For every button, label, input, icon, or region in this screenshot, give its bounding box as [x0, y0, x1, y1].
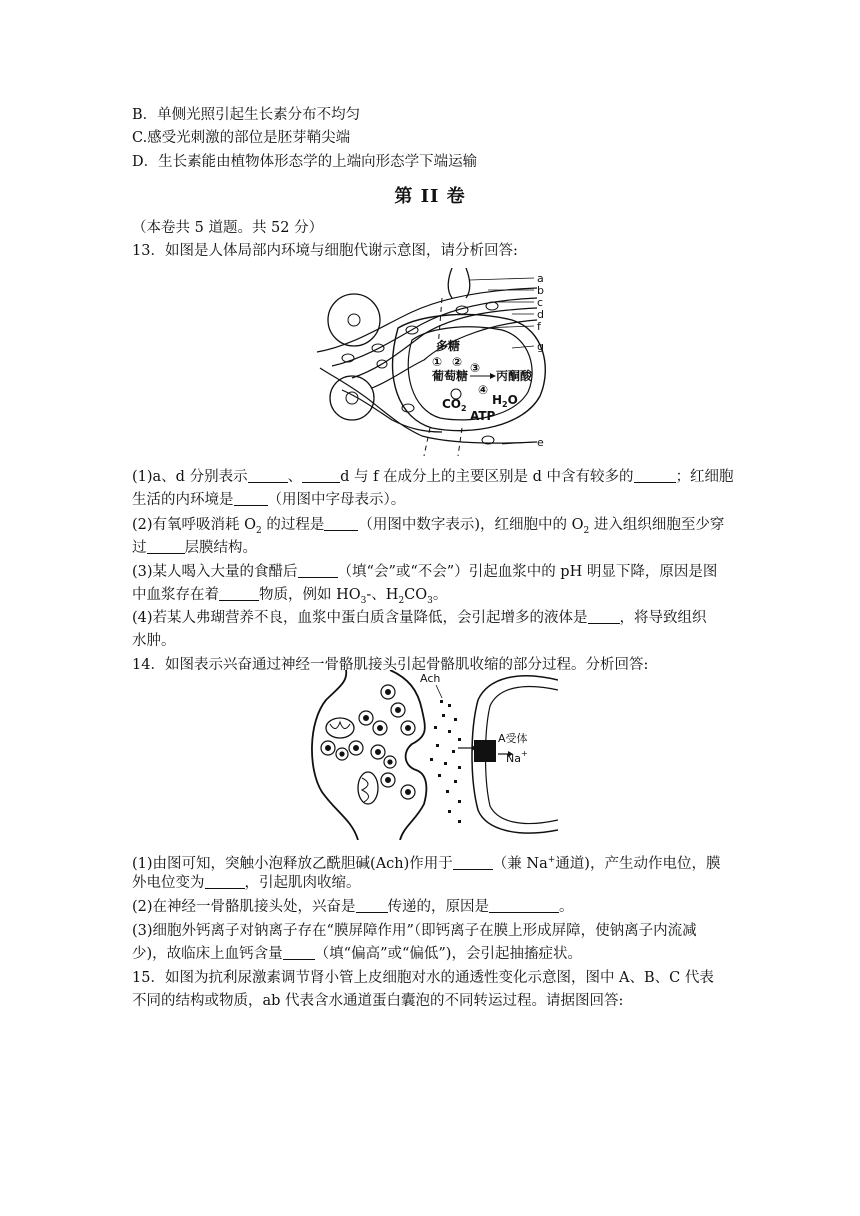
q14-p1-line2: 外电位变为 ，引起肌肉收缩。 — [132, 875, 361, 891]
label-e: e — [537, 436, 544, 449]
label-a: a — [537, 272, 544, 285]
option-b: B．单侧光照引起生长素分布不均匀 — [132, 107, 361, 123]
label-ach: Ach — [420, 672, 441, 685]
label-duotang: 多糖 — [436, 339, 461, 353]
q14-p3-line2: 少)，故临床上血钙含量 （填“偏高”或“偏低”)，会引起抽搐症状。 — [132, 946, 582, 962]
label-g: g — [537, 340, 544, 353]
label-bingtongsuan: 丙酮酸 — [496, 369, 533, 383]
label-a-receptor: A受体 — [498, 732, 528, 745]
section-title: 第 II 卷 — [394, 186, 466, 207]
label-c: c — [537, 296, 544, 309]
option-c: C.感受光刺激的部位是胚芽鞘尖端 — [132, 130, 351, 146]
q13-p4-line1: (4)若某人弗瑚营养不良，血浆中蛋白质含量降低，会引起增多的液体是 ，将导致组织 — [132, 610, 707, 626]
q14-p1-line1: (1)由图可知，突触小泡释放乙酰胆碱(Ach)作用于 （兼 Na+通道)，产生动作电位，膜 — [132, 855, 721, 872]
q13-p1-line1: (1)a、d 分别表示 、 d 与 f 在成分上的主要区别是 d 中含有较多的 ；红细胞 — [132, 469, 734, 485]
q14-stem: 14．如图表示兴奋通过神经一骨骼肌接头引起骨骼肌收缩的部分过程。分析回答: — [132, 657, 649, 673]
label-n2: ② — [452, 355, 463, 369]
q13-p2-line1: (2)有氧呼吸消耗 $O_2$ 的过程是 （用图中数字表示)，红细胞中的 $O_2$ 进入组织细胞至少穿 — [132, 517, 725, 536]
label-d: d — [537, 308, 544, 321]
label-n4: ④ — [478, 383, 489, 397]
section-note: （本卷共 5 道题。共 52 分） — [132, 220, 324, 236]
q14-figure-neuromuscular-junction — [308, 670, 558, 840]
label-na: Na+ — [506, 749, 528, 765]
q13-p3-line2: 中血浆存在着 物质，例如 $HO_3-$、$H_2CO_3$。 — [132, 587, 448, 606]
label-n3: ③ — [470, 361, 481, 375]
label-co2: $CO_2$ — [442, 397, 467, 413]
label-atp: ATP — [470, 409, 496, 423]
label-b: b — [537, 284, 544, 297]
q13-p4-line2: 水肿。 — [132, 633, 176, 649]
label-f: f — [537, 320, 541, 333]
q13-p3-line1: (3)某人喝入大量的食醋后 （填“会”或“不会”）引起血浆中的 pH 明显下降，原因是图 — [132, 564, 718, 580]
q15-line2: 不同的结构或物质，ab 代表含水通道蛋白囊泡的不同转运过程。请据图回答: — [132, 993, 624, 1009]
q13-stem: 13．如图是人体局部内环境与细胞代谢示意图，请分析回答: — [132, 243, 518, 259]
option-d: D．生长素能由植物体形态学的上端向形态学下端运输 — [132, 154, 478, 170]
label-putaotang: 葡萄糖 — [432, 369, 469, 383]
q13-p2-line2: 过 层膜结构。 — [132, 540, 257, 556]
q14-p3-line1: (3)细胞外钙离子对钠离子存在“膜屏障作用”（即钙离子在膜上形成屏障，使钠离子内流减 — [132, 923, 697, 939]
label-n1: ① — [432, 355, 443, 369]
q13-figure-internal-environment — [312, 268, 557, 458]
q14-p2: (2)在神经一骨骼肌接头处，兴奋是 传递的，原因是 。 — [132, 899, 574, 915]
label-h2o: $H_2O$ — [492, 393, 518, 409]
q13-p1-line2: 生活的内环境是 （用图中字母表示）。 — [132, 492, 406, 508]
q15-line1: 15．如图为抗利尿激素调节肾小管上皮细胞对水的通透性变化示意图，图中 A、B、C 代表 — [132, 970, 714, 986]
